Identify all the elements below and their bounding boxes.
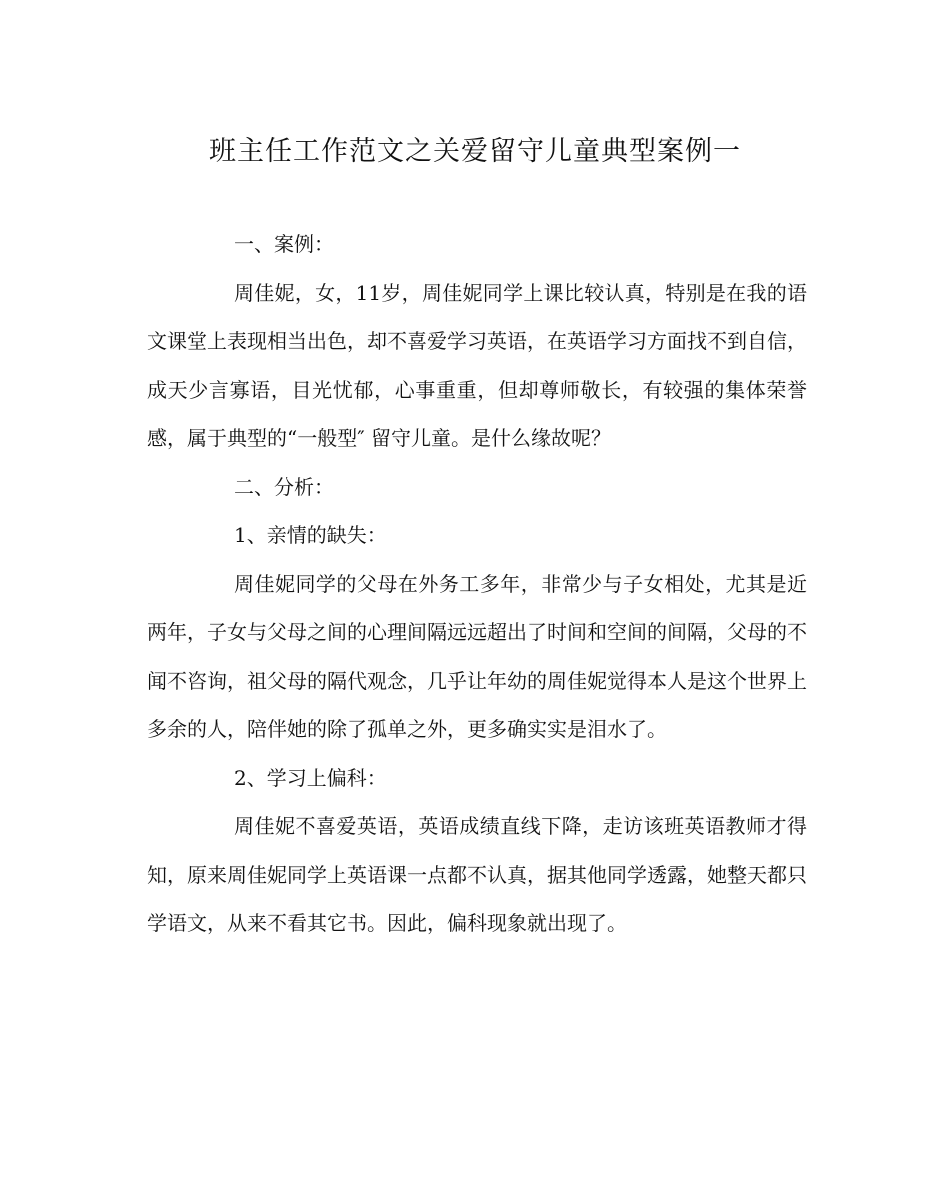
document-body (147, 220, 807, 948)
point-paragraph-study: 周佳妮不喜爱英语，英语成绩直线下降，走访该班英语教师才得知，原来周佳妮同学上英语课一点都不认真，据其他同学透露，她整天都只学语文，从来不看其它书。因此，偏科现象就出现了。 (147, 814, 807, 935)
point-heading-family: 1、亲情的缺失： (234, 523, 387, 547)
point-heading-study: 2、学习上偏科： (234, 765, 387, 790)
point-paragraph-family: 周佳妮同学的父母在外务工多年，非常少与子女相处，尤其是近两年，子女与父母之间的心理间隔远远超出了时间和空间的间隔，父母的不闻不咨询，祖父母的隔代观念，几乎让年幼的周佳妮觉得本人是这个世界上多余的人，陪伴她的除了孤单之外，更多确实实是泪水了。 (147, 571, 807, 741)
section-heading-case: 一、案例： (234, 232, 334, 256)
section-heading-analysis: 二、分析： (234, 474, 334, 499)
case-paragraph: 周佳妮，女，11岁，周佳妮同学上课比较认真，特别是在我的语文课堂上表现相当出色，却不喜爱学习英语，在英语学习方面找不到自信，成天少言寡语，目光忧郁，心事重重，但却尊师敬长，有较强的集体荣誉感，属于典型的“一般型″ 留守儿童。是什么缘故呢？ (147, 280, 807, 450)
document-title: 班主任工作范文之关爱留守儿童典型案例一 (209, 136, 741, 167)
